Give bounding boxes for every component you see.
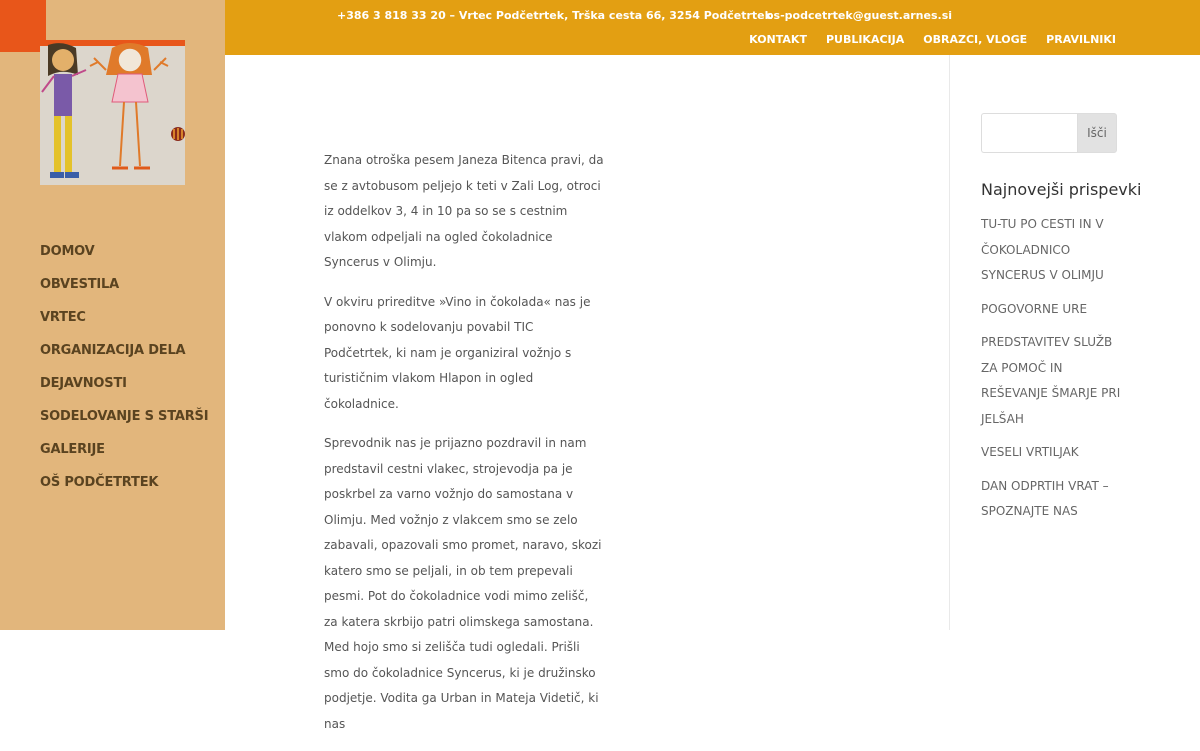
email-link[interactable]: os-podcetrtek@guest.arnes.si	[766, 9, 953, 22]
top-nav-publikacija[interactable]: PUBLIKACIJA	[825, 33, 905, 46]
left-sidebar	[0, 0, 225, 630]
article-content	[324, 148, 604, 751]
sidebar-item-sodelovanje-s-starsi[interactable]: SODELOVANJE S STARŠI	[40, 409, 209, 424]
recent-post-link[interactable]: TU-TU PO CESTI IN V ČOKOLADNICO SYNCERUS V OLIMJU	[981, 217, 1104, 282]
top-nav-pravilniki[interactable]: PRAVILNIKI	[1046, 33, 1116, 46]
search-form	[981, 113, 1117, 153]
sidebar-nav	[40, 244, 208, 508]
search-button[interactable]: Išči	[1077, 113, 1117, 153]
sidebar-item-galerije[interactable]: GALERIJE	[40, 442, 105, 457]
sidebar-divider	[949, 55, 950, 630]
search-input[interactable]	[981, 113, 1077, 153]
sidebar-item-dejavnosti[interactable]: DEJAVNOSTI	[40, 376, 127, 391]
article-paragraph-2: V okviru prireditve »Vino in čokolada« nas je ponovno k sodelovanju povabil TIC Podčetrtek, ki nam je organiziral vožnjo s turističnim vlakom Hlapon in ogled čokoladnice.	[324, 294, 591, 411]
sidebar-item-obvestila[interactable]: OBVESTILA	[40, 277, 119, 292]
top-nav	[749, 33, 1116, 46]
sidebar-item-domov[interactable]: DOMOV	[40, 244, 95, 259]
recent-post-link[interactable]: POGOVORNE URE	[981, 301, 1088, 316]
recent-post-link[interactable]: PREDSTAVITEV SLUŽB ZA POMOČ IN REŠEVANJE ŠMARJE PRI JELŠAH	[981, 335, 1121, 426]
sidebar-item-organizacija-dela[interactable]: ORGANIZACIJA DELA	[40, 343, 186, 358]
contact-info: +386 3 818 33 20 – Vrtec Podčetrtek, Trška cesta 66, 3254 Podčetrtek	[337, 9, 772, 22]
recent-post-link[interactable]: VESELI VRTILJAK	[981, 445, 1079, 459]
site-logo[interactable]	[40, 40, 185, 185]
top-nav-kontakt[interactable]: KONTAKT	[749, 33, 807, 46]
recent-posts-list	[981, 212, 1131, 533]
article-paragraph-1: Znana otroška pesem Janeza Bitenca pravi, da se z avtobusom peljejo k teti v Zali Log, otroci iz oddelkov 3, 4 in 10 pa so se s cestnim vlakom odpeljali na ogled čokoladnice Syncerus v Olimju.	[324, 153, 604, 269]
sidebar-item-os-podcetrtek[interactable]: OŠ PODČETRTEK	[40, 475, 159, 490]
children-drawing-logo	[40, 40, 185, 185]
article-paragraph-3: Sprevodnik nas je prijazno pozdravil in nam predstavil cestni vlakec, strojevodja pa je poskrbel za varno vožnjo do samostana v Olimju. Med vožnjo z vlakcem smo se zelo zabavali, opazovali smo promet, naravo, skozi katero smo se peljali, in ob tem prepevali pesmi. Pot do čokoladnice vodi mimo zelišč, za katera skrbijo patri olimskega samostana. Med hojo smo si zelišča tudi ogledali. Prišli smo do čokoladnice Syncerus, ki je družinsko podjetje. Vodita ga Urban in Mateja Videtič, ki nas	[324, 436, 602, 731]
recent-posts-title: Najnovejši prispevki	[981, 180, 1142, 199]
sidebar-item-vrtec[interactable]: VRTEC	[40, 310, 86, 325]
top-header-bar	[225, 0, 1200, 55]
recent-post-link[interactable]: DAN ODPRTIH VRAT – SPOZNAJTE NAS	[981, 478, 1109, 518]
top-nav-obrazci-vloge[interactable]: OBRAZCI, VLOGE	[923, 33, 1028, 46]
